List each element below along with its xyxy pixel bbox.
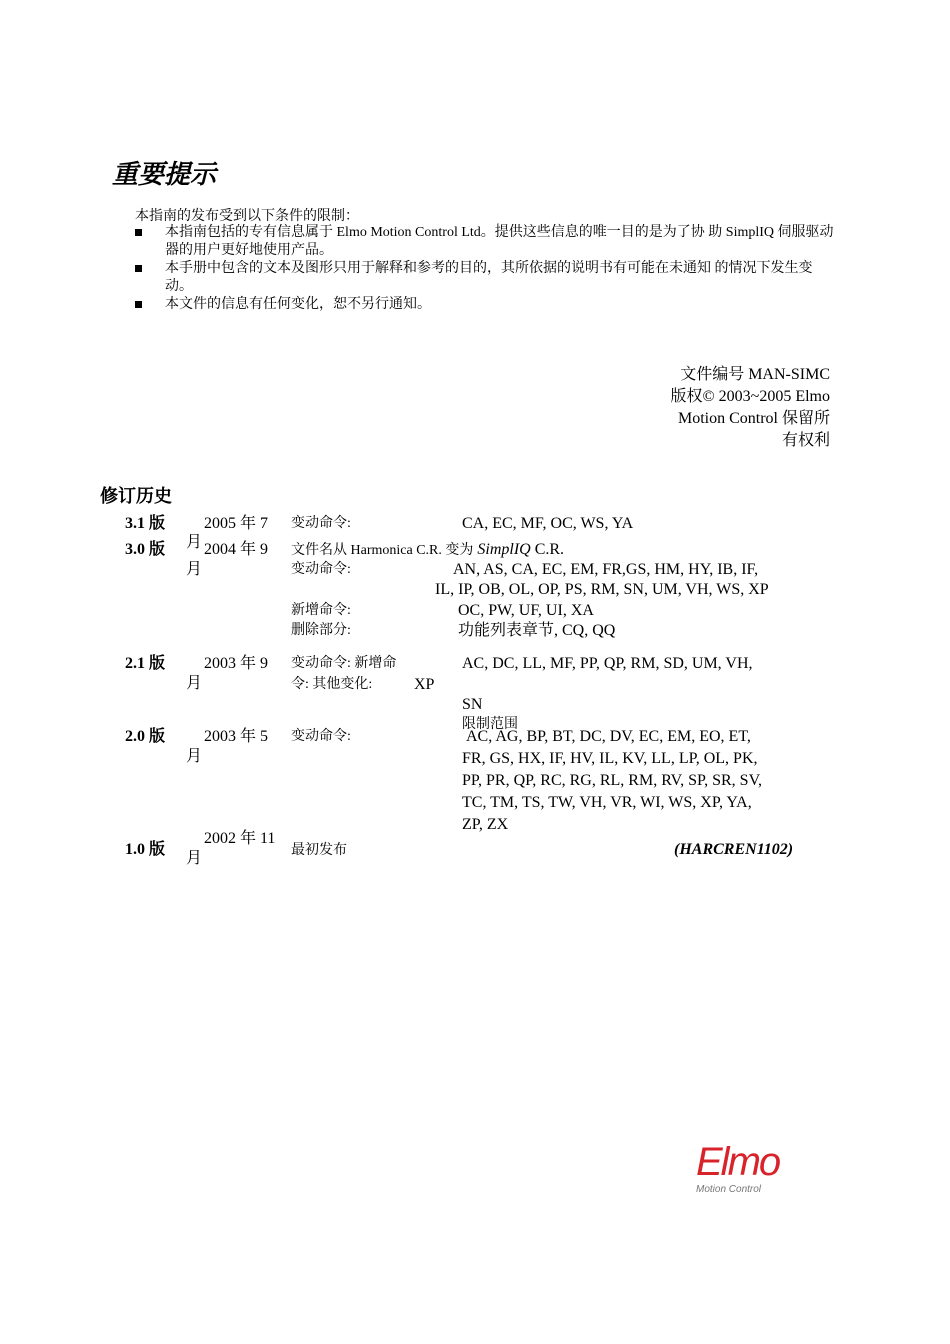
revision-version: 3.0 版 bbox=[125, 541, 166, 558]
revision-value: AC, DC, LL, MF, PP, QP, RM, SD, UM, VH, bbox=[462, 655, 753, 672]
revision-value: FR, GS, HX, IF, HV, IL, KV, LL, LP, OL, PK, bbox=[462, 750, 758, 767]
elmo-logo bbox=[696, 1142, 779, 1195]
bullet-text: 本文件的信息有任何变化，恕不另行通知。 bbox=[165, 297, 431, 312]
revision-value: PP, PR, QP, RC, RG, RL, RM, RV, SP, SR, SV, bbox=[462, 772, 763, 789]
doc-number: 文件编号 MAN-SIMC bbox=[680, 366, 830, 383]
revision-value: OC, PW, UF, UI, XA bbox=[458, 602, 594, 619]
revision-value: TC, TM, TS, TW, VH, VR, WI, WS, XP, YA, bbox=[462, 794, 752, 811]
rename-suffix: C.R. bbox=[534, 541, 565, 558]
revision-value: AN, AS, CA, EC, EM, FR,GS, HM, HY, IB, IF, bbox=[453, 561, 759, 578]
page-title: 重要提示 bbox=[112, 160, 217, 190]
revision-label: 新增命令: bbox=[291, 603, 351, 618]
revision-value: ZP, ZX bbox=[462, 816, 509, 833]
revision-version: 3.1 版 bbox=[125, 515, 166, 532]
bullet-text: 本指南包括的专有信息属于 Elmo Motion Control Ltd。提供这些信息的唯一目的是为了协 助 SimplIQ 伺服驱动器的用户更好地使用产品。 bbox=[165, 225, 834, 258]
revision-date-cont: 月 bbox=[186, 675, 203, 692]
revision-date: 2003 年 5 bbox=[204, 728, 269, 745]
copyright-line: Motion Control 保留所 bbox=[677, 410, 830, 427]
revision-date-cont: 月 bbox=[186, 748, 203, 765]
document-code: (HARCREN1102) bbox=[674, 841, 794, 858]
revision-value: IL, IP, OB, OL, OP, PS, RM, SN, UM, VH, WS, XP bbox=[435, 581, 769, 598]
revision-date: 2004 年 9 bbox=[204, 541, 269, 558]
copyright-line: 有权利 bbox=[781, 432, 830, 449]
rename-prefix: 文件名从 Harmonica C.R. 变为 bbox=[291, 543, 474, 558]
revision-version: 1.0 版 bbox=[125, 841, 166, 858]
logo-brand: Elmo bbox=[696, 1140, 780, 1184]
revision-label: 变动命令: bbox=[291, 729, 351, 744]
revision-history-title: 修订历史 bbox=[100, 486, 172, 507]
revision-label: 令: 其他变化: bbox=[291, 677, 373, 692]
revision-date: 2003 年 9 bbox=[204, 655, 269, 672]
revision-label: 最初发布 bbox=[291, 843, 347, 858]
revision-date: 2005 年 7 bbox=[204, 515, 269, 532]
revision-rename-note bbox=[291, 540, 564, 561]
revision-label: 删除部分: bbox=[291, 623, 351, 638]
bullet-square-icon bbox=[135, 301, 142, 308]
intro-text: 本指南的发布受到以下条件的限制： bbox=[135, 209, 359, 224]
revision-value: XP bbox=[414, 676, 435, 693]
revision-date-cont: 月 bbox=[186, 534, 203, 551]
revision-version: 2.1 版 bbox=[125, 655, 166, 672]
revision-date-cont: 月 bbox=[186, 561, 203, 578]
revision-label: 变动命令: 新增命 bbox=[291, 656, 397, 671]
revision-value: 功能列表章节, CQ, QQ bbox=[458, 622, 616, 639]
rename-product: SimplIQ bbox=[477, 541, 531, 558]
revision-date: 2002 年 11 bbox=[204, 830, 276, 847]
revision-version: 2.0 版 bbox=[125, 728, 166, 745]
revision-date-cont: 月 bbox=[186, 850, 203, 867]
document-info bbox=[570, 364, 830, 452]
revision-value: 限制范围 bbox=[462, 717, 518, 732]
revision-label: 变动命令: bbox=[291, 516, 351, 531]
revision-label: 变动命令: bbox=[291, 562, 351, 577]
revision-value: CA, EC, MF, OC, WS, YA bbox=[462, 515, 634, 532]
bullet-text: 本手册中包含的文本及图形只用于解释和参考的目的，其所依据的说明书有可能在未通知 的情况下发生变动。 bbox=[165, 261, 813, 294]
revision-value: SN bbox=[462, 696, 483, 713]
bullet-square-icon bbox=[135, 229, 142, 236]
revision-value: AC, AG, BP, BT, DC, DV, EC, EM, EO, ET, bbox=[466, 728, 751, 745]
logo-subtitle: Motion Control bbox=[696, 1184, 762, 1195]
bullet-square-icon bbox=[135, 265, 142, 272]
copyright-line: 版权© 2003~2005 Elmo bbox=[670, 388, 830, 405]
